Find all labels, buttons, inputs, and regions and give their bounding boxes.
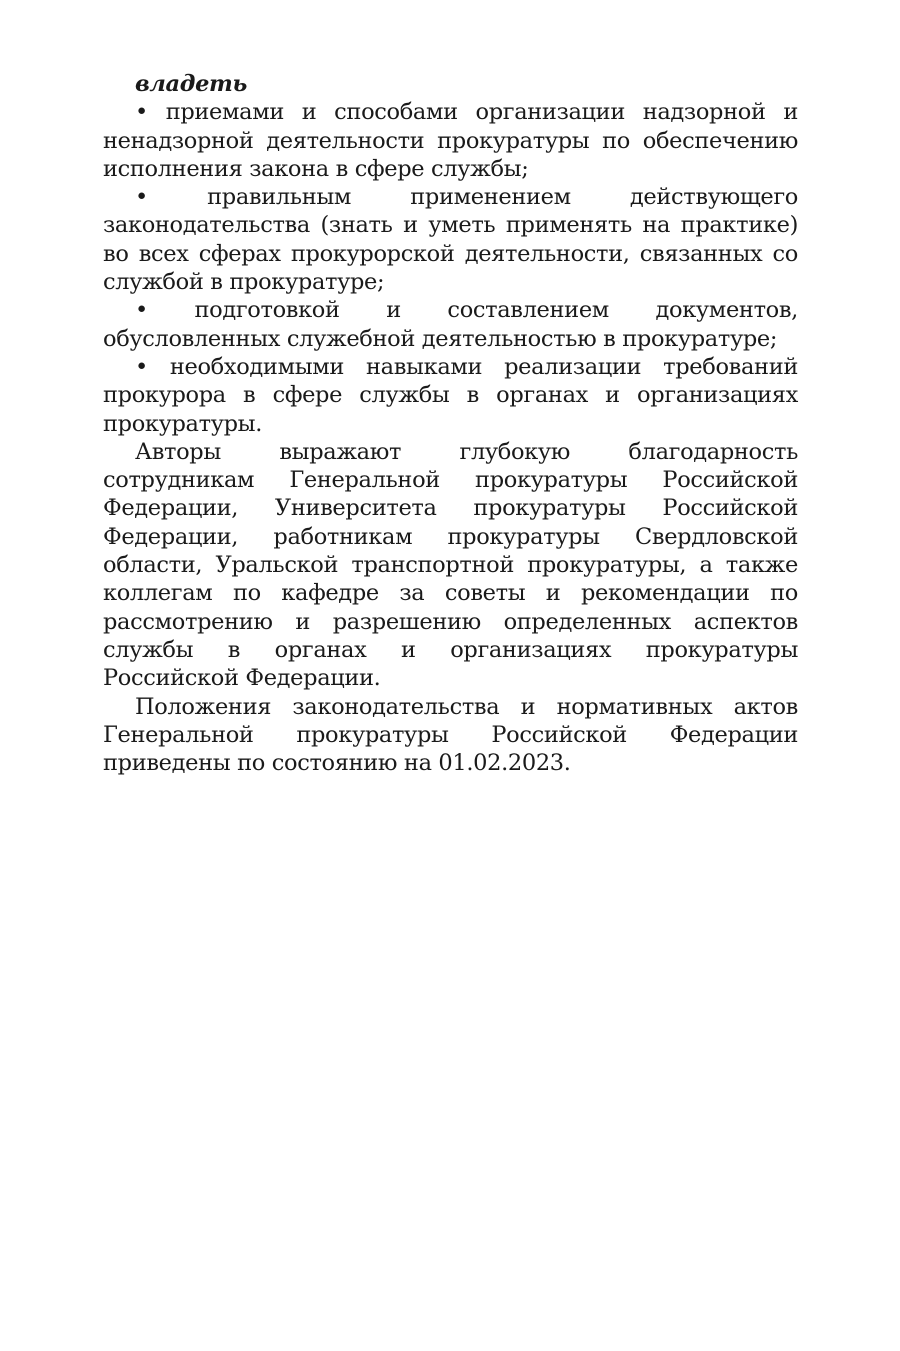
bullet-symbol: • <box>135 99 148 126</box>
bullet-item-1 <box>103 98 798 183</box>
bullet-text: правильным применением действующего законодательства (знать и уметь применять на практике) во всех сферах прокурорской деятельности, связанных со службой в прокуратуре; <box>103 184 798 296</box>
document-page <box>103 70 798 777</box>
section-heading: владеть <box>135 71 247 97</box>
acknowledgements-paragraph: Авторы выражают глубокую благодарность сотрудникам Генеральной прокуратуры Российской Федерации, Университета прокуратуры Российской Федерации, работникам прокуратуры Свердловской области, Уральской транспортной прокуратуры, а также коллегам по кафедре за советы и рекомендации по рассмотрению и разрешению определенных аспектов службы в органах и организациях прокуратуры Российской Федерации. <box>103 438 798 692</box>
bullet-symbol: • <box>135 297 148 324</box>
bullet-text: необходимыми навыками реализации требований прокурора в сфере службы в органах и организациях прокуратуры. <box>103 353 798 437</box>
legislation-date-paragraph: Положения законодательства и нормативных актов Генеральной прокуратуры Российской Федерации приведены по состоянию на 01.02.2023. <box>103 693 798 777</box>
bullet-text: подготовкой и составлением документов, обусловленных служебной деятельностью в прокуратуре; <box>103 297 798 352</box>
bullet-text: приемами и способами организации надзорной и ненадзорной деятельности прокуратуры по обеспечению исполнения закона в сфере службы; <box>103 99 798 182</box>
bullet-item-4 <box>103 353 798 438</box>
bullet-item-2 <box>103 183 798 296</box>
bullet-symbol: • <box>135 353 148 380</box>
bullet-symbol: • <box>135 184 148 211</box>
bullet-item-3 <box>103 296 798 353</box>
